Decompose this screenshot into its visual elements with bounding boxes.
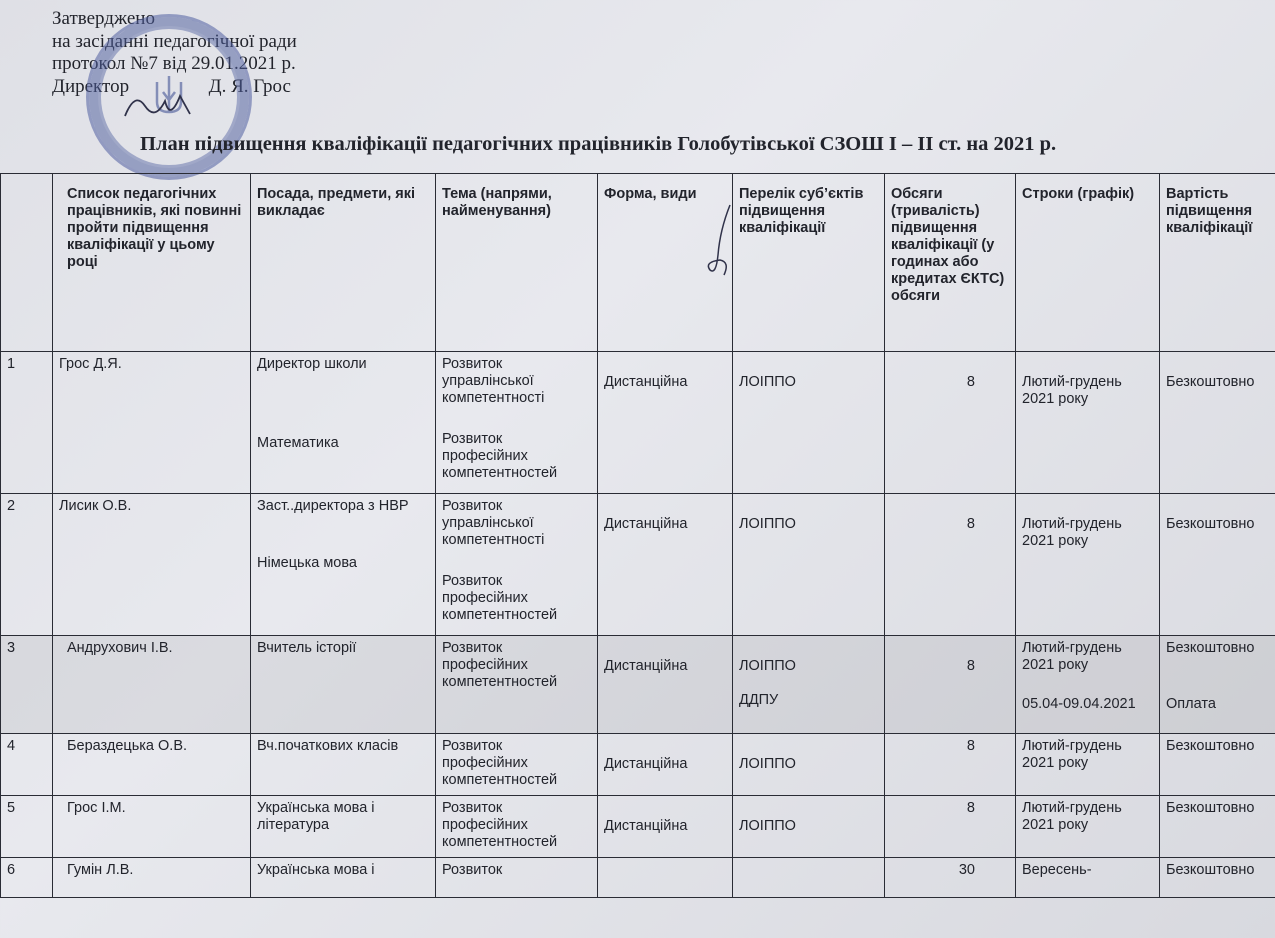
director-label: Директор	[52, 75, 130, 97]
subjects-cell	[733, 494, 885, 636]
staff-name: Грос Д.Я.	[53, 352, 251, 494]
approval-line-3: протокол №7 від 29.01.2021 р.	[52, 53, 296, 74]
header-cost: Вартість підвищення кваліфікації	[1160, 174, 1275, 352]
hours-value: 8	[966, 374, 975, 390]
position-cell	[251, 796, 436, 858]
table-row	[1, 636, 1275, 734]
terms-value: Лютий-грудень 2021 року	[1022, 516, 1122, 549]
hours-value: 30	[958, 862, 975, 878]
row-number: 5	[1, 796, 53, 858]
director-signature	[120, 86, 200, 126]
table-row	[1, 734, 1275, 796]
staff-name: Гумін Л.В.	[53, 858, 251, 898]
topic-cell	[436, 352, 598, 494]
hours-value: 8	[966, 800, 975, 816]
cost-cell	[1160, 734, 1275, 796]
position-primary: Українська мова і література	[257, 800, 375, 833]
header-subjects: Перелік суб’єктів підвищення кваліфікації	[733, 174, 885, 352]
form-cell	[598, 858, 733, 898]
terms-secondary: 05.04-09.04.2021	[1022, 696, 1136, 712]
topic-primary: Розвиток управлінської компетентності	[442, 498, 545, 548]
form-cell	[598, 734, 733, 796]
position-cell	[251, 494, 436, 636]
terms-primary: Лютий-грудень 2021 року	[1022, 738, 1122, 771]
hours-value: 8	[966, 658, 975, 674]
form-value: Дистанційна	[604, 658, 688, 674]
staff-name: Бераздецька О.В.	[53, 734, 251, 796]
subject-value: ЛОІППО	[739, 516, 796, 532]
topic-primary: Розвиток управлінської компетентності	[442, 356, 545, 406]
hours-cell	[885, 858, 1016, 898]
row-number: 1	[1, 352, 53, 494]
terms-cell	[1016, 352, 1160, 494]
table-header-row	[1, 174, 1275, 352]
cost-primary: Безкоштовно	[1166, 640, 1255, 656]
cost-value: Безкоштовно	[1166, 374, 1255, 390]
position-cell	[251, 858, 436, 898]
form-cell	[598, 352, 733, 494]
position-primary: Вч.початкових класів	[257, 738, 399, 754]
form-value: Дистанційна	[604, 818, 688, 834]
position-secondary: Математика	[257, 435, 339, 451]
subjects-cell	[733, 636, 885, 734]
table-row	[1, 858, 1275, 898]
hours-cell	[885, 494, 1016, 636]
header-staff-list: Список педагогічних працівників, які повинні пройти підвищення кваліфікації у цьому році	[53, 174, 251, 352]
table-row	[1, 352, 1275, 494]
approval-line-2: на засіданні педагогічної ради	[52, 30, 297, 52]
topic-primary: Розвиток професійних компетентностей	[442, 800, 558, 850]
subject-secondary: ДДПУ	[739, 692, 779, 708]
header-hours: Обсяги (тривалість) підвищення кваліфікації (у годинах або кредитах ЄКТС) обсяги	[885, 174, 1016, 352]
row-number: 3	[1, 636, 53, 734]
header-topic: Тема (напрями, найменування)	[436, 174, 598, 352]
staff-name: Лисик О.В.	[53, 494, 251, 636]
staff-name: Андрухович І.В.	[53, 636, 251, 734]
topic-primary: Розвиток	[442, 862, 503, 878]
topic-secondary: Розвиток професійних компетентностей	[442, 431, 558, 481]
header-num	[1, 174, 53, 352]
terms-cell	[1016, 796, 1160, 858]
subject-primary: ЛОІППО	[739, 658, 796, 674]
table-row	[1, 494, 1275, 636]
table-row	[1, 796, 1275, 858]
hours-value: 8	[966, 738, 975, 754]
header-terms: Строки (графік)	[1016, 174, 1160, 352]
cost-value: Безкоштовно	[1166, 516, 1255, 532]
topic-cell	[436, 636, 598, 734]
form-value: Дистанційна	[604, 374, 688, 390]
cost-cell	[1160, 858, 1275, 898]
row-number: 4	[1, 734, 53, 796]
cost-cell	[1160, 796, 1275, 858]
position-cell	[251, 352, 436, 494]
topic-primary: Розвиток професійних компетентностей	[442, 640, 558, 690]
row-number: 6	[1, 858, 53, 898]
form-cell	[598, 636, 733, 734]
terms-cell	[1016, 858, 1160, 898]
cost-secondary: Оплата	[1166, 696, 1216, 712]
form-value: Дистанційна	[604, 756, 688, 772]
terms-cell	[1016, 636, 1160, 734]
terms-primary: Вересень-	[1022, 862, 1092, 878]
topic-cell	[436, 858, 598, 898]
terms-value: Лютий-грудень 2021 року	[1022, 374, 1122, 407]
cost-primary: Безкоштовно	[1166, 862, 1255, 878]
page-title: План підвищення кваліфікації педагогічних працівників Голобутівської СЗОШ І – ІІ ст. на 2021 р.	[140, 133, 1057, 155]
terms-primary: Лютий-грудень 2021 року	[1022, 800, 1122, 833]
header-form: Форма, види	[598, 174, 733, 352]
hours-cell	[885, 636, 1016, 734]
position-cell	[251, 734, 436, 796]
topic-secondary: Розвиток професійних компетентностей	[442, 573, 558, 623]
form-cell	[598, 494, 733, 636]
director-name: Д. Я. Грос	[208, 75, 291, 97]
hours-cell	[885, 796, 1016, 858]
cost-cell	[1160, 494, 1275, 636]
terms-cell	[1016, 494, 1160, 636]
position-primary: Заст..директора з НВР	[257, 498, 409, 514]
subjects-cell	[733, 796, 885, 858]
position-cell	[251, 636, 436, 734]
hours-value: 8	[966, 516, 975, 532]
subject-value: ЛОІППО	[739, 374, 796, 390]
terms-primary: Лютий-грудень 2021 року	[1022, 640, 1122, 673]
subject-value: ЛОІППО	[739, 818, 796, 834]
subjects-cell	[733, 352, 885, 494]
topic-primary: Розвиток професійних компетентностей	[442, 738, 558, 788]
subjects-cell	[733, 858, 885, 898]
subjects-cell	[733, 734, 885, 796]
position-secondary: Німецька мова	[257, 555, 357, 571]
subject-value: ЛОІППО	[739, 756, 796, 772]
hours-cell	[885, 734, 1016, 796]
terms-cell	[1016, 734, 1160, 796]
topic-cell	[436, 734, 598, 796]
form-value: Дистанційна	[604, 516, 688, 532]
position-primary: Вчитель історії	[257, 640, 357, 656]
position-primary: Українська мова і	[257, 862, 375, 878]
form-cell	[598, 796, 733, 858]
row-number: 2	[1, 494, 53, 636]
cost-cell	[1160, 636, 1275, 734]
approval-line-1: Затверджено	[52, 8, 155, 29]
topic-cell	[436, 796, 598, 858]
position-primary: Директор школи	[257, 356, 367, 372]
cost-primary: Безкоштовно	[1166, 738, 1255, 754]
header-position: Посада, предмети, які викладає	[251, 174, 436, 352]
topic-cell	[436, 494, 598, 636]
qualification-plan-table	[0, 173, 1275, 898]
staff-name: Грос І.М.	[53, 796, 251, 858]
cost-primary: Безкоштовно	[1166, 800, 1255, 816]
hours-cell	[885, 352, 1016, 494]
cost-cell	[1160, 352, 1275, 494]
